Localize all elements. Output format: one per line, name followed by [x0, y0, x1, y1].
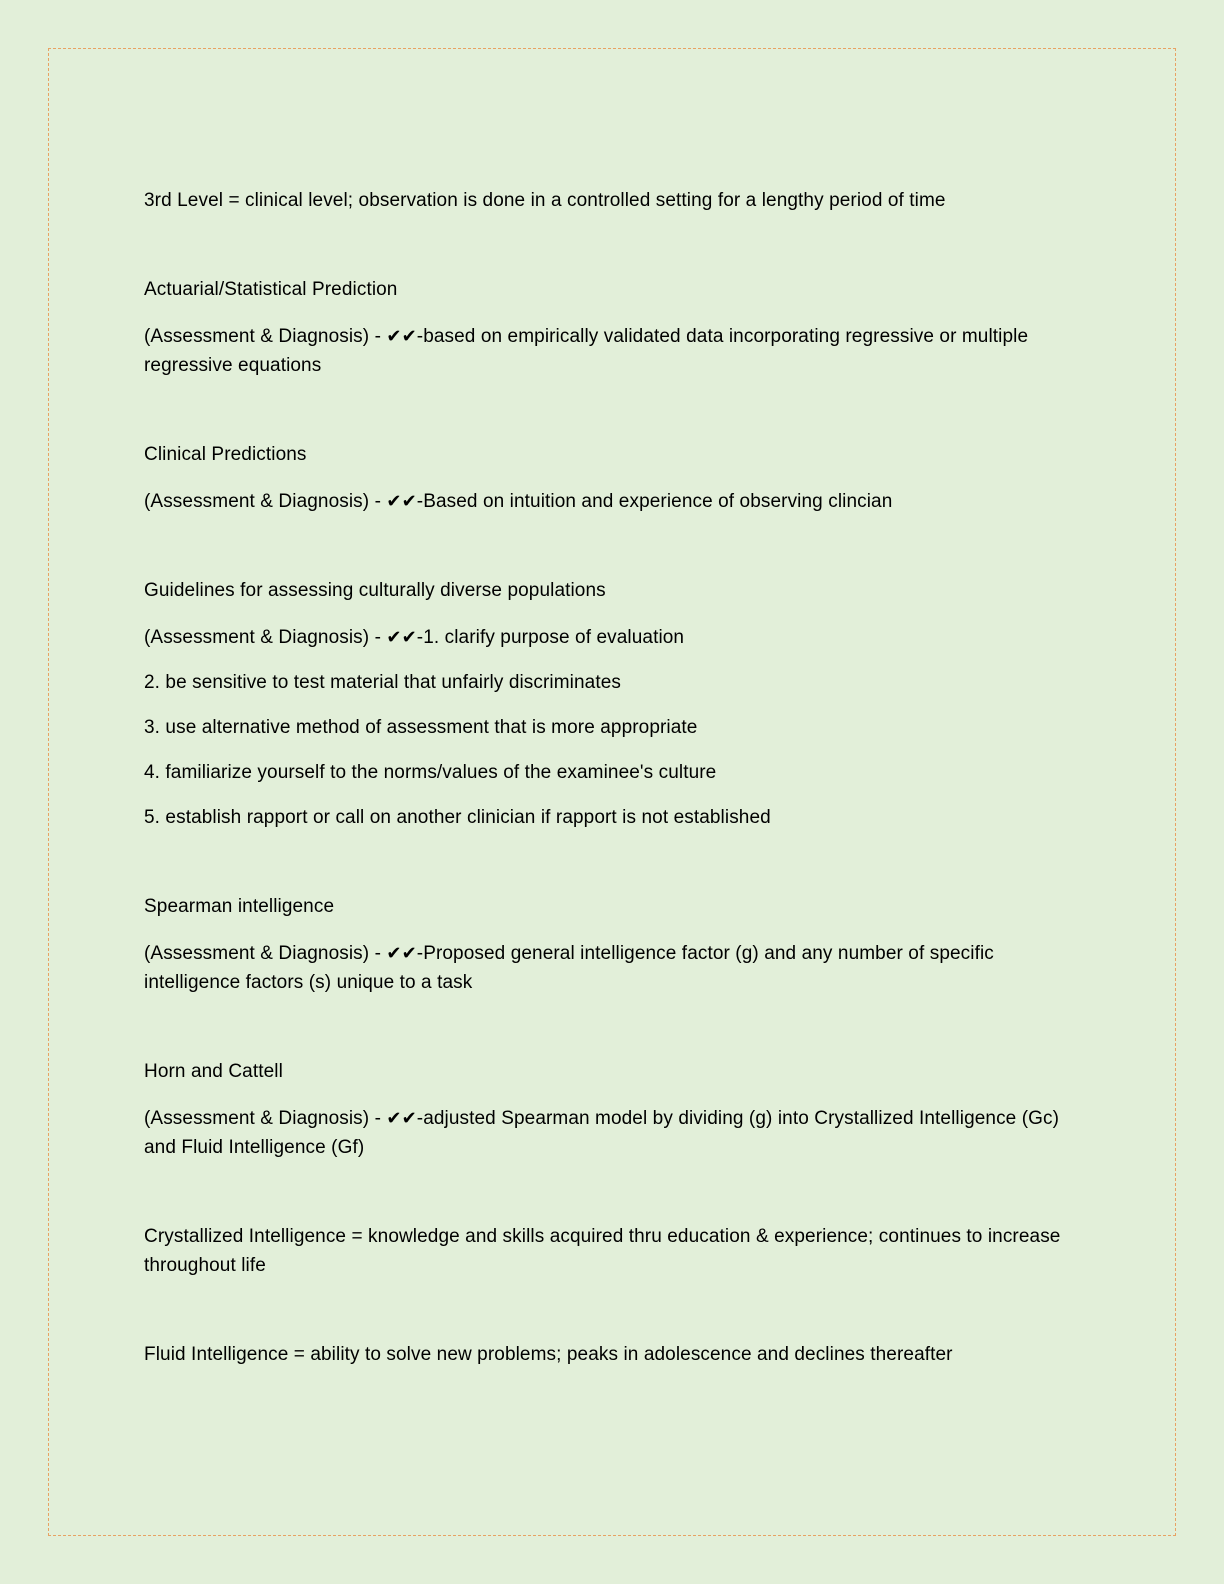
definition-text: -Based on intuition and experience of observing clincian	[416, 491, 893, 512]
double-check-icon: ✔✔	[386, 627, 417, 648]
definition-text: -based on empirically validated data incorporating regressive or multiple regressive equations	[144, 326, 1029, 376]
definition-horn-and-cattell	[144, 1104, 1084, 1162]
heading-spearman-intelligence: Spearman intelligence	[144, 896, 335, 917]
definition-text: -Proposed general intelligence factor (g) and any number of specific intelligence factors (s) unique to a task	[144, 943, 994, 993]
paragraph-crystallized-intelligence: Crystallized Intelligence = knowledge and skills acquired thru education & experience; continues to increase throughout life	[144, 1226, 1061, 1276]
document-body	[144, 186, 1084, 1369]
category-tag: (Assessment & Diagnosis) -	[144, 326, 387, 347]
category-tag: (Assessment & Diagnosis) -	[144, 943, 387, 964]
heading-horn-and-cattell: Horn and Cattell	[144, 1061, 283, 1082]
definition-text: -1. clarify purpose of evaluation	[416, 627, 685, 648]
heading-guidelines: Guidelines for assessing culturally diverse populations	[144, 580, 606, 601]
double-check-icon: ✔✔	[386, 491, 417, 512]
category-tag: (Assessment & Diagnosis) -	[144, 491, 387, 512]
double-check-icon: ✔✔	[386, 943, 417, 964]
definition-spearman-intelligence	[144, 939, 1084, 997]
heading-clinical-predictions: Clinical Predictions	[144, 444, 307, 465]
definition-text: -adjusted Spearman model by dividing (g) into Crystallized Intelligence (Gc) and Fluid Intelligence (Gf)	[144, 1108, 1060, 1158]
double-check-icon: ✔✔	[386, 1108, 417, 1129]
paragraph-3rd-level: 3rd Level = clinical level; observation is done in a controlled setting for a lengthy period of time	[144, 190, 946, 211]
definition-guidelines	[144, 623, 1084, 652]
category-tag: (Assessment & Diagnosis) -	[144, 1108, 387, 1129]
double-check-icon: ✔✔	[386, 326, 417, 347]
guideline-item: 2. be sensitive to test material that unfairly discriminates	[144, 672, 621, 693]
definition-actuarial-prediction	[144, 322, 1084, 380]
category-tag: (Assessment & Diagnosis) -	[144, 627, 387, 648]
heading-actuarial-prediction: Actuarial/Statistical Prediction	[144, 279, 398, 300]
paragraph-fluid-intelligence: Fluid Intelligence = ability to solve new problems; peaks in adolescence and declines thereafter	[144, 1344, 953, 1365]
definition-clinical-predictions	[144, 487, 1084, 516]
guideline-item: 5. establish rapport or call on another clinician if rapport is not established	[144, 807, 771, 828]
guideline-item: 4. familiarize yourself to the norms/values of the examinee's culture	[144, 762, 717, 783]
guideline-item: 3. use alternative method of assessment that is more appropriate	[144, 717, 698, 738]
